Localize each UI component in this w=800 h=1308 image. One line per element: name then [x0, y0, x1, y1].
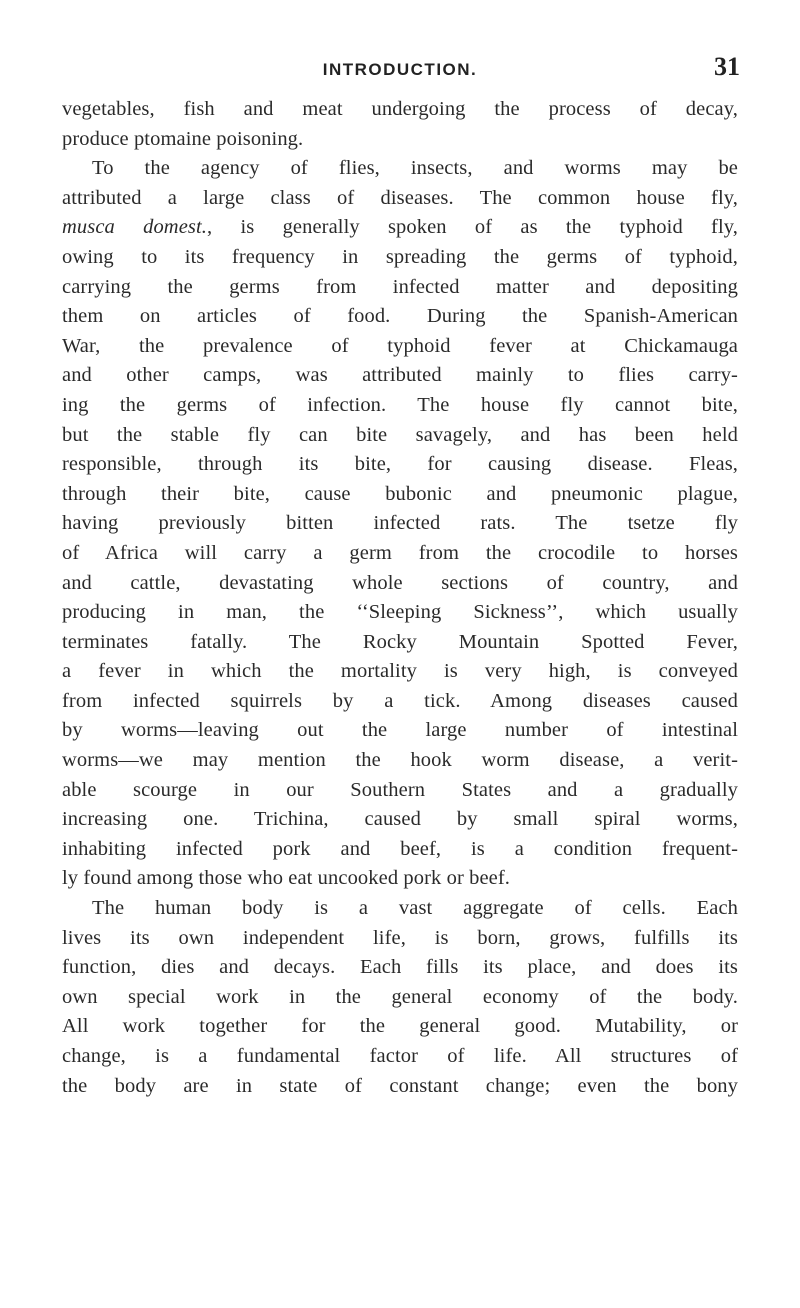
text-line: the body are in state of constant change; even the bony [62, 1074, 738, 1097]
text-line: produce ptomaine poisoning. [62, 127, 304, 150]
text-line: by worms—leaving out the large number of intestinal [62, 719, 738, 742]
page-header [0, 52, 800, 92]
text-line: inhabiting infected pork and beef, is a condition frequent- [62, 837, 738, 860]
text-line: increasing one. Trichina, caused by small spiral worms, [62, 808, 738, 831]
text-line: All work together for the general good. Mutability, or [62, 1015, 738, 1038]
text-line: having previously bitten infected rats. The tsetze fly [62, 512, 738, 535]
text-line: change, is a fundamental factor of life. All structures of [62, 1045, 738, 1067]
body-text [62, 95, 738, 1101]
text-line: able scourge in our Southern States and a gradually [62, 778, 738, 801]
text-line: lives its own independent life, is born, grows, fulfills its [62, 926, 738, 949]
text-line: ly found among those who eat uncooked pork or beef. [62, 867, 511, 890]
running-head: INTRODUCTION. [322, 60, 478, 79]
text-line: ing the germs of infection. The house fly cannot bite, [62, 393, 738, 416]
text-line: but the stable fly can bite savagely, and has been held [62, 423, 738, 446]
text-line: and cattle, devastating whole sections of country, and [62, 571, 738, 594]
text-line: carrying the germs from infected matter and depositing [62, 275, 738, 298]
italic-term: musca domest. [62, 216, 208, 239]
text-line-italic-term [62, 213, 738, 243]
text-line: responsible, through its bite, for causing disease. Fleas, [62, 453, 738, 476]
text-line: terminates fatally. The Rocky Mountain Spotted Fever, [62, 630, 738, 653]
text-line: vegetables, fish and meat undergoing the process of decay, [62, 98, 738, 120]
text-line: and other camps, was attributed mainly to flies carry- [62, 364, 738, 387]
text-line: through their bite, cause bubonic and pneumonic plague, [62, 482, 738, 505]
text-line: worms—we may mention the hook worm disease, a verit- [62, 749, 738, 772]
text-line: a fever in which the mortality is very high, is conveyed [62, 660, 738, 683]
text-line: function, dies and decays. Each fills its place, and does its [62, 956, 738, 979]
line-remainder: , is generally spoken of as the typhoid fly, [207, 216, 738, 239]
text-line: of Africa will carry a germ from the crocodile to horses [62, 541, 738, 564]
text-line: War, the prevalence of typhoid fever at Chickamauga [62, 334, 738, 357]
text-line: The human body is a vast aggregate of cells. Each [92, 897, 738, 920]
text-line: them on articles of food. During the Spanish-American [62, 305, 738, 328]
text-line: owing to its frequency in spreading the germs of typhoid, [62, 245, 738, 268]
page-number: 31 [714, 52, 740, 81]
text-line: producing in man, the ‘‘Sleeping Sickness’’, which usually [62, 601, 738, 624]
text-line: To the agency of flies, insects, and worms may be [92, 157, 738, 180]
text-line: from infected squirrels by a tick. Among diseases caused [62, 689, 738, 712]
text-line: own special work in the general economy of the body. [62, 985, 738, 1008]
text-line: attributed a large class of diseases. The common house fly, [62, 186, 738, 209]
